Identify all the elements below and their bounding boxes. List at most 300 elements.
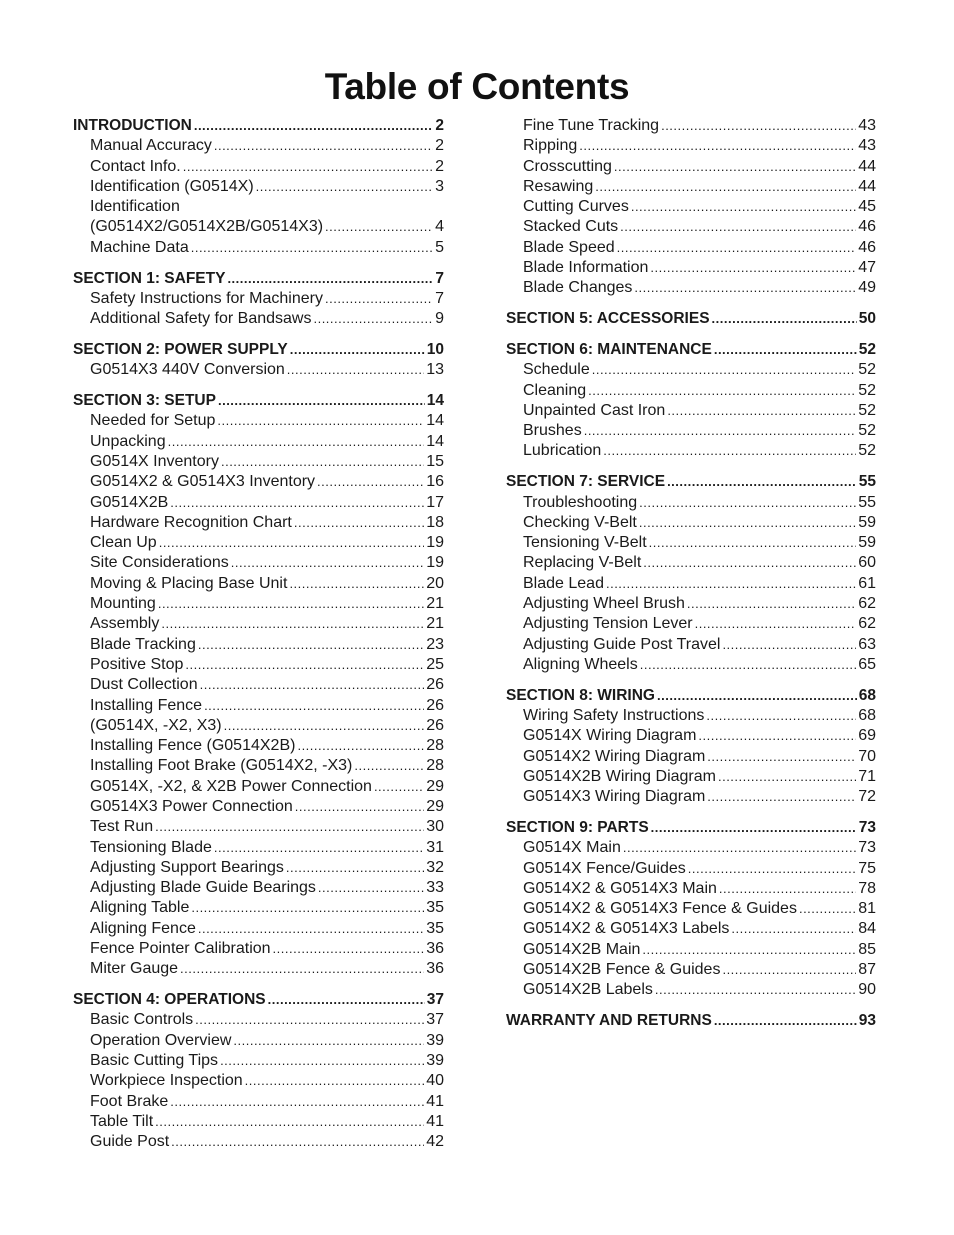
toc-page-number: 19 xyxy=(426,554,444,572)
toc-entry-label: Clean Up xyxy=(90,534,157,552)
dot-leader xyxy=(722,960,856,980)
toc-entry-label: SECTION 7: SERVICE xyxy=(506,473,666,491)
toc-page-number: 37 xyxy=(426,991,444,1009)
toc-page-number: 44 xyxy=(858,157,876,175)
toc-page-number: 44 xyxy=(858,177,876,195)
toc-entry[interactable] xyxy=(73,533,444,553)
dot-leader xyxy=(294,513,424,533)
toc-entry[interactable] xyxy=(506,197,876,217)
toc-heading-section-1-safety[interactable] xyxy=(73,269,444,289)
toc-page-number: 33 xyxy=(426,879,444,897)
toc-heading-section-5-accessories[interactable] xyxy=(506,309,876,329)
toc-heading-warranty-and-returns[interactable] xyxy=(506,1011,876,1031)
dot-leader xyxy=(667,472,857,492)
toc-entry-label: Aligning Table xyxy=(90,899,190,917)
toc-entry-label: Additional Safety for Bandsaws xyxy=(90,310,312,328)
toc-entry[interactable] xyxy=(73,1092,444,1112)
toc-page-number: 29 xyxy=(426,798,444,815)
toc-entry[interactable] xyxy=(506,635,876,655)
toc-entry[interactable] xyxy=(73,858,444,878)
toc-entry-label: G0514X Wiring Diagram xyxy=(523,727,697,745)
toc-entry-label: Adjusting Guide Post Travel xyxy=(523,635,721,653)
toc-entry[interactable] xyxy=(506,278,876,298)
dot-leader xyxy=(170,1092,424,1112)
dot-leader xyxy=(639,493,856,513)
toc-entry-label: (G0514X2/G0514X2B/G0514X3) xyxy=(90,218,324,236)
toc-page-number: 65 xyxy=(858,655,876,673)
toc-entry[interactable] xyxy=(73,197,444,217)
dot-leader xyxy=(200,675,425,695)
toc-entry[interactable] xyxy=(506,136,876,156)
toc-entry[interactable] xyxy=(506,441,876,461)
toc-entry[interactable] xyxy=(506,960,876,980)
toc-entry[interactable] xyxy=(73,472,444,492)
toc-page-number: 52 xyxy=(858,442,876,460)
toc-entry[interactable] xyxy=(73,493,444,513)
dot-leader xyxy=(245,1071,425,1091)
dot-leader xyxy=(642,940,856,960)
toc-entry[interactable] xyxy=(506,401,876,421)
toc-page-number: 68 xyxy=(858,686,876,704)
toc-entry[interactable] xyxy=(506,899,876,919)
dot-leader xyxy=(158,594,424,614)
toc-entry[interactable] xyxy=(73,635,444,655)
toc-page-number: 35 xyxy=(426,919,444,937)
toc-entry[interactable] xyxy=(506,238,876,258)
toc-page-number: 59 xyxy=(858,513,876,531)
toc-page-number: 49 xyxy=(858,279,876,297)
dot-leader xyxy=(698,726,856,746)
toc-entry[interactable] xyxy=(73,655,444,675)
toc-entry[interactable] xyxy=(73,574,444,594)
toc-entry[interactable] xyxy=(506,594,876,614)
toc-section xyxy=(506,818,876,1001)
toc-page-number: 36 xyxy=(426,940,444,958)
toc-entry-label: WARRANTY AND RETURNS xyxy=(506,1012,712,1030)
toc-entry[interactable] xyxy=(73,878,444,898)
toc-page-number: 69 xyxy=(858,727,876,745)
toc-entry[interactable] xyxy=(506,747,876,767)
toc-entry-label: Wiring Safety Instructions xyxy=(523,707,705,725)
toc-page-number: 52 xyxy=(858,381,876,399)
toc-entry[interactable] xyxy=(506,655,876,675)
toc-section xyxy=(506,309,876,329)
dot-leader xyxy=(651,818,857,838)
toc-entry-label: Workpiece Inspection xyxy=(90,1072,243,1090)
dot-leader xyxy=(643,553,856,573)
toc-entry-label: Dust Collection xyxy=(90,676,198,694)
toc-entry[interactable] xyxy=(506,726,876,746)
toc-entry[interactable] xyxy=(73,177,444,197)
toc-page-number: 43 xyxy=(858,117,876,134)
toc-heading-section-4-operations[interactable] xyxy=(73,990,444,1010)
toc-entry-label: SECTION 9: PARTS xyxy=(506,819,649,836)
dot-leader xyxy=(620,217,856,237)
toc-page-number: 2 xyxy=(435,137,444,155)
toc-page-number: 46 xyxy=(858,238,876,256)
toc-entry-label: Adjusting Wheel Brush xyxy=(523,595,685,613)
toc-page-number: 40 xyxy=(426,1072,444,1090)
toc-page-number: 26 xyxy=(426,696,444,714)
toc-page-number: 26 xyxy=(426,676,444,694)
toc-entry[interactable] xyxy=(73,289,444,309)
toc-page-number: 62 xyxy=(858,615,876,633)
toc-page-number: 14 xyxy=(426,412,444,430)
dot-leader xyxy=(233,1031,424,1051)
toc-entry[interactable] xyxy=(73,756,444,776)
toc-page-number: 36 xyxy=(426,960,444,978)
dot-leader xyxy=(268,990,425,1010)
toc-entry-label: SECTION 6: MAINTENANCE xyxy=(506,340,712,358)
toc-entry-label: Adjusting Tension Lever xyxy=(523,615,693,633)
toc-entry-label: Identification xyxy=(90,198,180,216)
dot-leader xyxy=(650,258,856,278)
dot-leader xyxy=(588,381,856,401)
toc-entry-label: Basic Controls xyxy=(90,1011,194,1029)
toc-entry-label: Aligning Fence xyxy=(90,919,196,937)
toc-page-number: 81 xyxy=(858,900,876,918)
toc-entry[interactable] xyxy=(73,716,444,736)
toc-page-number: 21 xyxy=(426,595,444,613)
toc-entry-label: INTRODUCTION xyxy=(73,117,192,134)
toc-entry[interactable] xyxy=(73,797,444,817)
toc-entry-label: Positive Stop xyxy=(90,655,184,673)
dot-leader xyxy=(649,533,857,553)
toc-entry-label: Cutting Curves xyxy=(523,198,629,216)
dot-leader xyxy=(256,177,433,197)
toc-page-number: 15 xyxy=(426,452,444,470)
dot-leader xyxy=(191,238,433,258)
dot-leader xyxy=(273,939,425,959)
toc-page-number: 61 xyxy=(858,574,876,592)
toc-entry-label: Ripping xyxy=(523,137,578,155)
toc-entry[interactable] xyxy=(73,157,444,177)
toc-page-number: 2 xyxy=(435,157,444,175)
toc-page-number: 41 xyxy=(426,1092,444,1110)
toc-entry[interactable] xyxy=(506,614,876,634)
toc-page-number: 4 xyxy=(435,218,444,236)
toc-entry-label: Test Run xyxy=(90,818,154,836)
toc-page-number: 5 xyxy=(435,238,444,256)
toc-entry-label: Basic Cutting Tips xyxy=(90,1052,219,1070)
dot-leader xyxy=(640,655,856,675)
dot-leader xyxy=(161,614,424,634)
toc-entry-label: G0514X2 & G0514X3 Main xyxy=(523,879,717,897)
toc-entry[interactable] xyxy=(506,177,876,197)
toc-entry[interactable] xyxy=(73,838,444,858)
toc-entry-label: G0514X2B Labels xyxy=(523,981,653,999)
toc-entry[interactable] xyxy=(506,360,876,380)
dot-leader xyxy=(354,756,424,776)
toc-entry[interactable] xyxy=(506,553,876,573)
toc-heading-section-9-parts[interactable] xyxy=(506,818,876,838)
toc-heading-section-2-power-supply[interactable] xyxy=(73,340,444,360)
dot-leader xyxy=(731,919,856,939)
toc-entry[interactable] xyxy=(73,919,444,939)
toc-entry-label: Aligning Wheels xyxy=(523,655,638,673)
toc-entry-label: Site Considerations xyxy=(90,554,229,572)
toc-entry-label: G0514X3 Power Connection xyxy=(90,798,293,815)
dot-leader xyxy=(661,116,856,136)
dot-leader xyxy=(707,787,856,807)
toc-page-number: 25 xyxy=(426,655,444,673)
toc-page-number: 28 xyxy=(426,757,444,775)
toc-page-number: 70 xyxy=(858,747,876,765)
toc-entry[interactable] xyxy=(506,859,876,879)
toc-page-number: 30 xyxy=(426,818,444,836)
toc-entry-label: Installing Fence (G0514X2B) xyxy=(90,737,296,755)
dot-leader xyxy=(712,309,857,329)
toc-entry[interactable] xyxy=(73,309,444,329)
toc-entry-label: G0514X3 440V Conversion xyxy=(90,361,285,379)
toc-entry-label: Troubleshooting xyxy=(523,493,638,511)
toc-entry[interactable] xyxy=(73,1051,444,1071)
toc-entry[interactable] xyxy=(73,452,444,472)
toc-page-number: 17 xyxy=(426,493,444,511)
toc-entry[interactable] xyxy=(73,217,444,237)
toc-entry-label: Foot Brake xyxy=(90,1092,169,1110)
toc-page-number: 63 xyxy=(858,635,876,653)
toc-entry-label: Operation Overview xyxy=(90,1031,232,1049)
toc-section xyxy=(73,990,444,1152)
toc-page-number: 35 xyxy=(426,899,444,917)
toc-entry[interactable] xyxy=(506,574,876,594)
toc-entry[interactable] xyxy=(506,157,876,177)
dot-leader xyxy=(220,1051,424,1071)
toc-entry[interactable] xyxy=(73,1031,444,1051)
dot-leader xyxy=(198,919,424,939)
toc-page-number: 28 xyxy=(426,737,444,755)
dot-leader xyxy=(706,706,856,726)
toc-entry[interactable] xyxy=(506,838,876,858)
dot-leader xyxy=(297,736,424,756)
toc-entry[interactable] xyxy=(73,1112,444,1132)
toc-entry-label: G0514X Inventory xyxy=(90,452,219,470)
toc-entry-label: G0514X2B Wiring Diagram xyxy=(523,767,716,785)
toc-entry-label: SECTION 5: ACCESSORIES xyxy=(506,310,710,328)
toc-entry[interactable] xyxy=(73,411,444,431)
dot-leader xyxy=(170,493,424,513)
dot-leader xyxy=(325,289,433,309)
toc-entry-label: Fence Pointer Calibration xyxy=(90,940,271,958)
toc-page-number: 26 xyxy=(426,716,444,734)
toc-page-number: 18 xyxy=(426,513,444,531)
dot-leader xyxy=(714,1011,857,1031)
toc-entry[interactable] xyxy=(506,879,876,899)
toc-entry-label: Fine Tune Tracking xyxy=(523,117,660,134)
dot-leader xyxy=(227,269,433,289)
toc-entry[interactable] xyxy=(73,777,444,797)
toc-page-number: 52 xyxy=(858,422,876,440)
toc-page-number: 16 xyxy=(426,473,444,491)
toc-entry-label: Contact Info. xyxy=(90,157,181,175)
toc-page-number: 62 xyxy=(858,595,876,613)
toc-entry[interactable] xyxy=(506,706,876,726)
dot-leader xyxy=(722,635,856,655)
toc-entry[interactable] xyxy=(73,432,444,452)
toc-entry-label: Assembly xyxy=(90,615,160,633)
toc-entry[interactable] xyxy=(73,1132,444,1152)
toc-entry[interactable] xyxy=(73,594,444,614)
toc-page-number: 52 xyxy=(858,401,876,419)
dot-leader xyxy=(374,777,424,797)
dot-leader xyxy=(667,401,856,421)
toc-page-number: 73 xyxy=(858,819,876,836)
toc-entry-label: G0514X2 & G0514X3 Fence & Guides xyxy=(523,900,797,918)
toc-entry[interactable] xyxy=(73,959,444,979)
dot-leader xyxy=(286,858,424,878)
toc-entry-label: Checking V-Belt xyxy=(523,513,637,531)
toc-entry[interactable] xyxy=(506,767,876,787)
page-title: Table of Contents xyxy=(324,66,630,107)
toc-entry-label: G0514X Fence/Guides xyxy=(523,859,686,877)
toc-section xyxy=(506,340,876,462)
toc-entry-label: G0514X2 Wiring Diagram xyxy=(523,747,706,765)
dot-leader xyxy=(617,238,857,258)
toc-page-number: 47 xyxy=(858,259,876,277)
toc-section xyxy=(73,116,444,258)
toc-page-number: 45 xyxy=(858,198,876,216)
dot-leader xyxy=(295,797,424,817)
dot-leader xyxy=(318,878,424,898)
toc-entry-label: Tensioning Blade xyxy=(90,838,212,856)
dot-leader xyxy=(155,1112,424,1132)
toc-heading-section-3-setup[interactable] xyxy=(73,391,444,411)
toc-entry[interactable] xyxy=(73,898,444,918)
dot-leader xyxy=(194,116,434,136)
toc-entry[interactable] xyxy=(73,136,444,156)
toc-page-number: 72 xyxy=(858,788,876,806)
toc-entry[interactable] xyxy=(73,238,444,258)
toc-page-number: 2 xyxy=(435,117,444,134)
toc-entry[interactable] xyxy=(506,533,876,553)
toc-entry-label: Blade Changes xyxy=(523,279,633,297)
dot-leader xyxy=(799,899,856,919)
dot-leader xyxy=(180,959,424,979)
toc-page-number: 39 xyxy=(426,1031,444,1049)
toc-entry[interactable] xyxy=(73,614,444,634)
toc-heading-section-8-wiring[interactable] xyxy=(506,686,876,706)
dot-leader xyxy=(631,197,856,217)
toc-entry-label: SECTION 3: SETUP xyxy=(73,392,216,410)
toc-section xyxy=(506,1011,876,1031)
toc-entry[interactable] xyxy=(73,675,444,695)
toc-page-number: 55 xyxy=(858,493,876,511)
dot-leader xyxy=(603,441,856,461)
toc-entry[interactable] xyxy=(73,817,444,837)
toc-entry[interactable] xyxy=(506,513,876,533)
toc-entry[interactable] xyxy=(73,1010,444,1030)
toc-entry[interactable] xyxy=(73,1071,444,1091)
toc-section xyxy=(73,269,444,330)
toc-entry[interactable] xyxy=(506,258,876,278)
toc-entry[interactable] xyxy=(506,919,876,939)
toc-page-number: 71 xyxy=(858,767,876,785)
toc-entry-label: G0514X Main xyxy=(523,839,621,857)
toc-entry[interactable] xyxy=(73,360,444,380)
toc-page-number: 85 xyxy=(858,940,876,958)
toc-entry[interactable] xyxy=(506,493,876,513)
toc-entry[interactable] xyxy=(506,940,876,960)
toc-page-number: 7 xyxy=(435,289,444,307)
toc-page-number: 32 xyxy=(426,858,444,876)
toc-page-number: 21 xyxy=(426,615,444,633)
toc-entry-label: G0514X3 Wiring Diagram xyxy=(523,788,706,806)
toc-entry-label: G0514X, -X2, & X2B Power Connection xyxy=(90,777,372,795)
toc-entry-label: Unpacking xyxy=(90,432,166,450)
dot-leader xyxy=(592,360,856,380)
dot-leader xyxy=(290,340,425,360)
toc-heading-section-7-service[interactable] xyxy=(506,472,876,492)
toc-entry-label: Resawing xyxy=(523,177,594,195)
toc-page-number: 93 xyxy=(858,1012,876,1030)
dot-leader xyxy=(155,817,424,837)
toc-entry-label: Tensioning V-Belt xyxy=(523,534,647,552)
toc-entry[interactable] xyxy=(73,513,444,533)
toc-entry-label: Installing Foot Brake (G0514X2, -X3) xyxy=(90,757,353,775)
toc-entry-label: SECTION 1: SAFETY xyxy=(73,269,226,287)
toc-page-number: 60 xyxy=(858,554,876,572)
toc-entry[interactable] xyxy=(506,421,876,441)
dot-leader xyxy=(191,898,424,918)
toc-entry-label: G0514X2 & G0514X3 Labels xyxy=(523,920,730,938)
toc-page-number: 43 xyxy=(858,137,876,155)
dot-leader xyxy=(639,513,856,533)
toc-page-number: 13 xyxy=(426,361,444,379)
toc-entry[interactable] xyxy=(506,217,876,237)
toc-page-number: 37 xyxy=(426,1011,444,1029)
toc-page-number: 41 xyxy=(426,1112,444,1130)
dot-leader xyxy=(657,686,857,706)
toc-heading-section-6-maintenance[interactable] xyxy=(506,340,876,360)
toc-entry-label: Manual Accuracy xyxy=(90,137,212,155)
toc-page-number: 52 xyxy=(858,361,876,379)
toc-page-number: 52 xyxy=(858,340,876,358)
toc-entry-label: Identification (G0514X) xyxy=(90,177,254,195)
dot-leader xyxy=(214,136,433,156)
dot-leader xyxy=(584,421,857,441)
toc-entry[interactable] xyxy=(73,736,444,756)
toc-page-number: 46 xyxy=(858,218,876,236)
toc-entry[interactable] xyxy=(506,980,876,1000)
toc-entry-label: Lubrication xyxy=(523,442,602,460)
toc-page-number: 14 xyxy=(426,432,444,450)
toc-page-number: 31 xyxy=(426,838,444,856)
dot-leader xyxy=(313,309,433,329)
dot-leader xyxy=(185,655,424,675)
toc-entry-label: G0514X2B xyxy=(90,493,169,511)
toc-entry[interactable] xyxy=(73,696,444,716)
dot-leader xyxy=(719,879,856,899)
toc-entry-label: Safety Instructions for Machinery xyxy=(90,289,323,307)
toc-entry[interactable] xyxy=(73,553,444,573)
toc-page-number: 68 xyxy=(858,707,876,725)
toc-heading-introduction[interactable] xyxy=(73,116,444,136)
toc-entry-label: Blade Tracking xyxy=(90,635,196,653)
dot-leader xyxy=(218,391,425,411)
toc-entry[interactable] xyxy=(506,116,876,136)
dot-leader xyxy=(221,452,424,472)
toc-entry[interactable] xyxy=(506,381,876,401)
toc-entry[interactable] xyxy=(73,939,444,959)
toc-entry-label: (G0514X, -X2, X3) xyxy=(90,716,222,734)
toc-page-number: 19 xyxy=(426,534,444,552)
dot-leader xyxy=(195,1010,424,1030)
dot-leader xyxy=(214,838,424,858)
toc-page-number: 87 xyxy=(858,961,876,979)
toc-entry[interactable] xyxy=(506,787,876,807)
toc-entry-label: Stacked Cuts xyxy=(523,218,619,236)
